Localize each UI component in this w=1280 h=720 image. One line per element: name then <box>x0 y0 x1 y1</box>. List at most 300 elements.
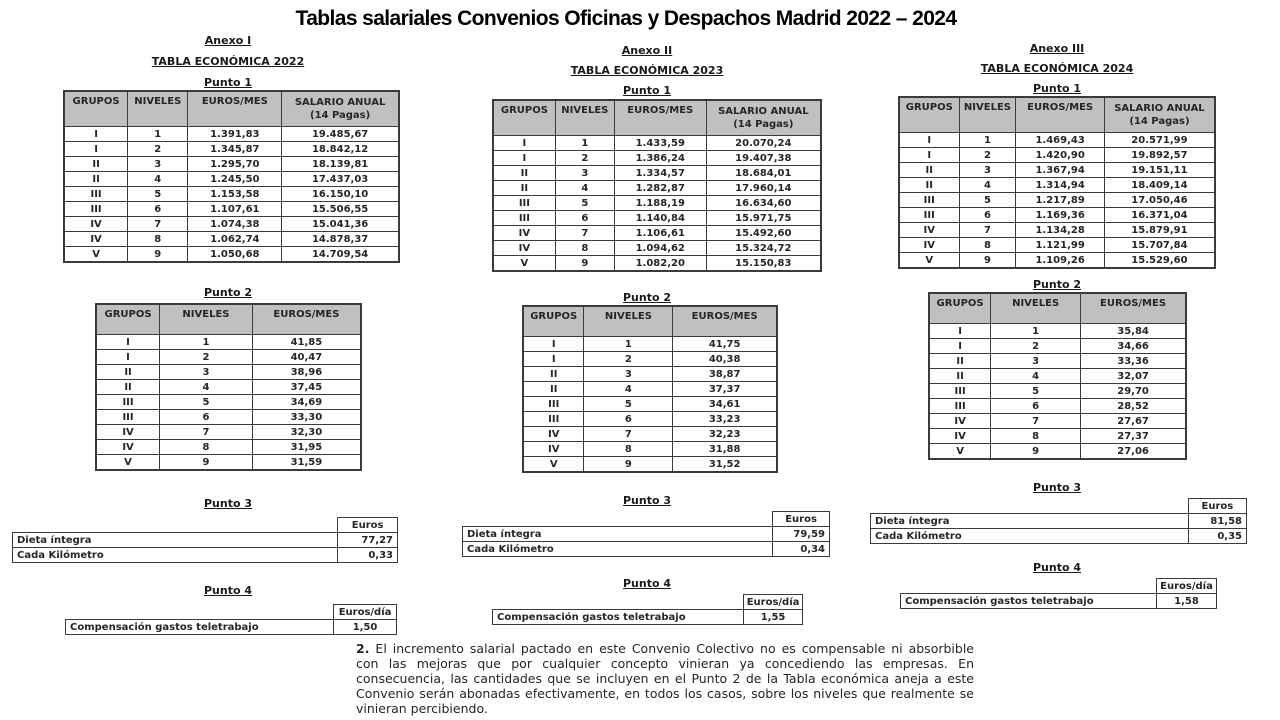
table-row <box>899 223 1215 238</box>
col-header-euros: Euros <box>773 512 830 527</box>
table-row <box>96 350 361 365</box>
table-header-row <box>64 91 399 127</box>
table-cell: 27,67 <box>1081 414 1186 429</box>
table-cell: 41,75 <box>673 337 777 352</box>
table-cell: 16.371,04 <box>1104 208 1215 223</box>
table-cell: 31,88 <box>673 442 777 457</box>
table-cell: 29,70 <box>1081 384 1186 399</box>
table-cell: III <box>523 397 584 412</box>
table-cell: 2 <box>959 148 1016 163</box>
table-cell: 33,36 <box>1081 354 1186 369</box>
table-cell: 32,30 <box>252 425 361 440</box>
table-cell: 15.492,60 <box>706 226 821 241</box>
table-cell: 5 <box>959 193 1016 208</box>
table-row <box>96 410 361 425</box>
anexo-1-punto-2-table <box>95 303 362 471</box>
col-header-euros-mes: EUROS/MES <box>188 91 282 127</box>
table-header-row <box>929 293 1186 324</box>
table-row <box>929 429 1186 444</box>
anexo-1-punto-2-heading: Punto 2 <box>203 286 253 299</box>
table-cell: 1 <box>959 133 1016 148</box>
table-cell: 16.634,60 <box>706 196 821 211</box>
table-cell: IV <box>523 442 584 457</box>
table-cell: 1.050,68 <box>188 247 282 263</box>
anexo-2-section <box>440 0 854 720</box>
col-header-salario-anual: SALARIO ANUAL (14 Pagas) <box>706 100 821 136</box>
table-header-row <box>13 518 398 533</box>
table-body <box>493 610 803 625</box>
col-header-grupos: GRUPOS <box>929 293 991 324</box>
table-cell: I <box>899 148 959 163</box>
table-cell: 1.391,83 <box>188 127 282 142</box>
table-cell: IV <box>929 414 991 429</box>
table-cell: IV <box>899 238 959 253</box>
table-cell: 6 <box>555 211 614 226</box>
anexo-3-punto-1-table <box>898 96 1216 269</box>
table-row <box>899 178 1215 193</box>
table-row <box>523 397 777 412</box>
table-cell: 1.082,20 <box>614 256 706 272</box>
table-row <box>493 151 821 166</box>
anexo-3-punto-4-table <box>900 578 1217 609</box>
table-cell: Compensación gastos teletrabajo <box>493 610 744 625</box>
table-row <box>96 440 361 455</box>
table-cell: 81,58 <box>1188 514 1246 529</box>
table-row <box>929 444 1186 460</box>
table-row <box>871 529 1247 544</box>
table-cell: 79,59 <box>773 527 830 542</box>
table-cell: Compensación gastos teletrabajo <box>901 594 1157 609</box>
table-cell: 1.334,57 <box>614 166 706 181</box>
table-cell: 2 <box>128 142 188 157</box>
table-cell: Compensación gastos teletrabajo <box>66 620 334 635</box>
table-cell: 1.121,99 <box>1016 238 1104 253</box>
table-row <box>64 187 399 202</box>
col-header-salario-anual: SALARIO ANUAL (14 Pagas) <box>282 91 399 127</box>
table-cell: 27,06 <box>1081 444 1186 460</box>
table-cell: I <box>96 350 160 365</box>
table-cell: 1.345,87 <box>188 142 282 157</box>
table-cell: 1.367,94 <box>1016 163 1104 178</box>
table-cell: 15.971,75 <box>706 211 821 226</box>
table-cell: 15.529,60 <box>1104 253 1215 269</box>
table-body <box>899 133 1215 269</box>
tabla-economica-2024-heading: TABLA ECONÓMICA 2024 <box>980 62 1134 75</box>
anexo-3-punto-3-heading: Punto 3 <box>1032 481 1082 494</box>
table-cell: 1.109,26 <box>1016 253 1104 269</box>
anexo-1-punto-4-table <box>65 604 397 635</box>
table-cell: 7 <box>160 425 253 440</box>
table-cell: 31,95 <box>252 440 361 455</box>
table-cell: I <box>493 136 555 151</box>
table-row <box>64 172 399 187</box>
table-row <box>493 211 821 226</box>
table-cell: 19.151,11 <box>1104 163 1215 178</box>
table-row <box>493 196 821 211</box>
table-cell: 20.571,99 <box>1104 133 1215 148</box>
table-cell: 31,52 <box>673 457 777 473</box>
table-row <box>463 527 830 542</box>
table-row <box>493 256 821 272</box>
table-row <box>523 427 777 442</box>
table-row <box>493 610 803 625</box>
table-row <box>64 232 399 247</box>
table-cell: 2 <box>160 350 253 365</box>
table-body <box>493 136 821 272</box>
table-cell: V <box>64 247 128 263</box>
col-header-niveles: NIVELES <box>991 293 1081 324</box>
table-cell: 9 <box>991 444 1081 460</box>
table-cell: I <box>96 335 160 350</box>
table-cell: 4 <box>584 382 673 397</box>
table-cell: 15.707,84 <box>1104 238 1215 253</box>
table-cell: 8 <box>991 429 1081 444</box>
table-row <box>899 193 1215 208</box>
table-cell: 6 <box>991 399 1081 414</box>
table-cell: V <box>523 457 584 473</box>
col-header-grupos: GRUPOS <box>493 100 555 136</box>
table-cell: 1.469,43 <box>1016 133 1104 148</box>
table-row <box>64 157 399 172</box>
table-cell: 3 <box>584 367 673 382</box>
table-cell: Dieta íntegra <box>13 533 338 548</box>
table-cell: 5 <box>160 395 253 410</box>
table-cell: 40,47 <box>252 350 361 365</box>
table-cell: III <box>929 399 991 414</box>
anexo-3-heading: Anexo III <box>1029 42 1085 55</box>
table-cell: 19.485,67 <box>282 127 399 142</box>
table-cell: 34,69 <box>252 395 361 410</box>
table-header-row <box>96 304 361 335</box>
table-cell: 34,61 <box>673 397 777 412</box>
table-cell: 2 <box>584 352 673 367</box>
anexo-2-punto-3-heading: Punto 3 <box>622 494 672 507</box>
table-cell: III <box>899 193 959 208</box>
table-cell: 14.709,54 <box>282 247 399 263</box>
table-cell: I <box>523 337 584 352</box>
table-cell: 38,87 <box>673 367 777 382</box>
table-cell: 19.892,57 <box>1104 148 1215 163</box>
table-cell: 37,45 <box>252 380 361 395</box>
anexo-3-punto-4-heading: Punto 4 <box>1032 561 1082 574</box>
table-cell: 1.433,59 <box>614 136 706 151</box>
table-header-row <box>66 605 397 620</box>
table-cell: IV <box>523 427 584 442</box>
table-cell: 18.409,14 <box>1104 178 1215 193</box>
col-header-grupos: GRUPOS <box>96 304 160 335</box>
table-row <box>493 136 821 151</box>
tabla-economica-2022-heading: TABLA ECONÓMICA 2022 <box>151 55 305 68</box>
table-cell: 1.153,58 <box>188 187 282 202</box>
table-cell: 8 <box>128 232 188 247</box>
table-cell: 16.150,10 <box>282 187 399 202</box>
blank-header-cell <box>901 579 1157 594</box>
table-cell: IV <box>899 223 959 238</box>
table-row <box>493 241 821 256</box>
col-header-euros-mes: EUROS/MES <box>1016 97 1104 133</box>
table-row <box>13 533 398 548</box>
table-cell: 1.140,84 <box>614 211 706 226</box>
table-cell: 4 <box>128 172 188 187</box>
anexo-3-punto-1-heading: Punto 1 <box>1032 82 1082 95</box>
table-cell: II <box>899 163 959 178</box>
table-cell: 17.960,14 <box>706 181 821 196</box>
table-cell: 3 <box>959 163 1016 178</box>
table-header-row <box>523 306 777 337</box>
table-row <box>523 367 777 382</box>
table-body <box>871 514 1247 544</box>
table-body <box>64 127 399 263</box>
table-cell: V <box>899 253 959 269</box>
table-row <box>899 148 1215 163</box>
table-cell: III <box>899 208 959 223</box>
table-row <box>13 548 398 563</box>
table-cell: 33,23 <box>673 412 777 427</box>
anexo-2-heading: Anexo II <box>621 44 673 57</box>
table-row <box>64 217 399 232</box>
table-cell: 9 <box>160 455 253 471</box>
table-row <box>899 163 1215 178</box>
table-cell: 18.139,81 <box>282 157 399 172</box>
table-cell: 15.041,36 <box>282 217 399 232</box>
table-row <box>523 457 777 473</box>
table-cell: IV <box>929 429 991 444</box>
table-cell: IV <box>493 226 555 241</box>
table-row <box>64 202 399 217</box>
table-header-row <box>463 512 830 527</box>
col-header-niveles: NIVELES <box>555 100 614 136</box>
table-cell: 1.134,28 <box>1016 223 1104 238</box>
table-cell: II <box>899 178 959 193</box>
table-cell: 31,59 <box>252 455 361 471</box>
table-cell: Dieta íntegra <box>463 527 773 542</box>
blank-header-cell <box>871 499 1189 514</box>
table-row <box>96 455 361 471</box>
col-header-euros-mes: EUROS/MES <box>1081 293 1186 324</box>
table-cell: I <box>899 133 959 148</box>
table-cell: 0,33 <box>338 548 398 563</box>
table-cell: 3 <box>991 354 1081 369</box>
table-cell: 2 <box>555 151 614 166</box>
table-cell: 3 <box>160 365 253 380</box>
table-cell: 1 <box>555 136 614 151</box>
blank-header-cell <box>13 518 338 533</box>
table-cell: 17.050,46 <box>1104 193 1215 208</box>
table-cell: 1.217,89 <box>1016 193 1104 208</box>
table-row <box>96 335 361 350</box>
table-cell: 4 <box>555 181 614 196</box>
table-row <box>901 594 1217 609</box>
table-cell: III <box>929 384 991 399</box>
col-header-euros-dia: Euros/día <box>744 595 803 610</box>
anexo-1-punto-1-heading: Punto 1 <box>203 76 253 89</box>
table-cell: 5 <box>584 397 673 412</box>
table-cell: 1.169,36 <box>1016 208 1104 223</box>
table-cell: III <box>493 196 555 211</box>
table-cell: 18.842,12 <box>282 142 399 157</box>
table-cell: 7 <box>959 223 1016 238</box>
table-cell: 9 <box>128 247 188 263</box>
table-cell: 4 <box>959 178 1016 193</box>
table-cell: 1.188,19 <box>614 196 706 211</box>
col-header-niveles: NIVELES <box>584 306 673 337</box>
table-row <box>899 208 1215 223</box>
table-cell: II <box>64 172 128 187</box>
table-cell: 1 <box>991 324 1081 339</box>
table-row <box>929 354 1186 369</box>
table-row <box>64 247 399 263</box>
table-cell: II <box>493 166 555 181</box>
table-cell: IV <box>64 232 128 247</box>
table-row <box>929 339 1186 354</box>
table-header-row <box>493 100 821 136</box>
table-cell: 6 <box>128 202 188 217</box>
table-cell: 8 <box>584 442 673 457</box>
table-cell: 18.684,01 <box>706 166 821 181</box>
table-cell: IV <box>96 425 160 440</box>
table-cell: I <box>929 339 991 354</box>
table-row <box>493 226 821 241</box>
table-cell: 4 <box>160 380 253 395</box>
anexo-1-punto-3-table <box>12 517 398 563</box>
table-cell: 9 <box>959 253 1016 269</box>
table-cell: 15.506,55 <box>282 202 399 217</box>
table-cell: II <box>64 157 128 172</box>
col-header-euros-mes: EUROS/MES <box>252 304 361 335</box>
table-cell: 8 <box>959 238 1016 253</box>
table-cell: 2 <box>991 339 1081 354</box>
table-cell: 3 <box>128 157 188 172</box>
table-cell: 7 <box>128 217 188 232</box>
table-cell: 1 <box>584 337 673 352</box>
table-cell: 5 <box>991 384 1081 399</box>
col-header-salario-anual: SALARIO ANUAL (14 Pagas) <box>1104 97 1215 133</box>
anexo-1-punto-3-heading: Punto 3 <box>203 497 253 510</box>
table-cell: 4 <box>991 369 1081 384</box>
table-cell: 1.245,50 <box>188 172 282 187</box>
anexo-3-section <box>860 0 1254 720</box>
table-cell: I <box>493 151 555 166</box>
table-cell: III <box>64 187 128 202</box>
table-cell: Dieta íntegra <box>871 514 1189 529</box>
table-row <box>96 425 361 440</box>
anexo-2-punto-2-heading: Punto 2 <box>622 291 672 304</box>
table-cell: V <box>929 444 991 460</box>
table-cell: 1 <box>160 335 253 350</box>
table-row <box>929 369 1186 384</box>
table-cell: Cada Kilómetro <box>463 542 773 557</box>
table-row <box>493 181 821 196</box>
table-cell: V <box>493 256 555 272</box>
footnote-paragraph <box>356 641 974 716</box>
table-cell: I <box>64 127 128 142</box>
table-cell: I <box>929 324 991 339</box>
table-cell: 6 <box>584 412 673 427</box>
table-cell: II <box>523 367 584 382</box>
col-header-grupos: GRUPOS <box>899 97 959 133</box>
table-cell: 7 <box>555 226 614 241</box>
footnote-number: 2. <box>356 641 370 656</box>
table-row <box>96 380 361 395</box>
table-cell: III <box>64 202 128 217</box>
anexo-2-punto-3-table <box>462 511 830 557</box>
table-cell: 15.150,83 <box>706 256 821 272</box>
table-cell: 1 <box>128 127 188 142</box>
page-title: Tablas salariales Convenios Oficinas y Despachos Madrid 2022 – 2024 <box>295 7 957 30</box>
table-row <box>523 352 777 367</box>
table-cell: 20.070,24 <box>706 136 821 151</box>
anexo-2-punto-2-table <box>522 305 778 473</box>
table-cell: 35,84 <box>1081 324 1186 339</box>
table-cell: 8 <box>555 241 614 256</box>
anexo-2-punto-4-table <box>492 594 803 625</box>
table-cell: 1.295,70 <box>188 157 282 172</box>
table-body <box>463 527 830 557</box>
table-cell: 17.437,03 <box>282 172 399 187</box>
anexo-3-punto-2-table <box>928 292 1187 460</box>
table-cell: Cada Kilómetro <box>871 529 1189 544</box>
table-cell: 33,30 <box>252 410 361 425</box>
anexo-1-punto-4-heading: Punto 4 <box>203 584 253 597</box>
table-row <box>96 395 361 410</box>
table-row <box>929 399 1186 414</box>
table-cell: 1.314,94 <box>1016 178 1104 193</box>
col-header-euros: Euros <box>338 518 398 533</box>
table-row <box>66 620 397 635</box>
table-cell: 6 <box>160 410 253 425</box>
anexo-3-punto-3-table <box>870 498 1247 544</box>
table-row <box>899 133 1215 148</box>
table-cell: II <box>929 369 991 384</box>
col-header-grupos: GRUPOS <box>523 306 584 337</box>
table-cell: 1.107,61 <box>188 202 282 217</box>
table-cell: IV <box>96 440 160 455</box>
table-header-row <box>899 97 1215 133</box>
col-header-euros-dia: Euros/día <box>1156 579 1216 594</box>
table-cell: 37,37 <box>673 382 777 397</box>
col-header-euros-dia: Euros/día <box>334 605 397 620</box>
col-header-niveles: NIVELES <box>128 91 188 127</box>
table-cell: V <box>96 455 160 471</box>
anexo-2-punto-1-table <box>492 99 822 272</box>
table-row <box>64 142 399 157</box>
table-body <box>523 337 777 473</box>
table-cell: 27,37 <box>1081 429 1186 444</box>
table-cell: 15.879,91 <box>1104 223 1215 238</box>
table-cell: II <box>523 382 584 397</box>
table-row <box>523 412 777 427</box>
table-cell: 1.062,74 <box>188 232 282 247</box>
blank-header-cell <box>493 595 744 610</box>
table-cell: 1.074,38 <box>188 217 282 232</box>
table-cell: IV <box>64 217 128 232</box>
anexo-2-punto-4-heading: Punto 4 <box>622 577 672 590</box>
table-cell: II <box>96 365 160 380</box>
footnote-text: El incremento salarial pactado en este Convenio Colectivo no es compensable ni absorbible con las mejoras que por cualquier concepto vinieran ya concediendo las empresas. En consecuencia, las cantidades que se incluyen en el Punto 2 de la Tabla económica aneja a este Convenio serán abonadas efectivamente, en todos los casos, sobre los niveles que realmente se vinieran percibiendo. <box>356 641 974 716</box>
table-cell: 1,58 <box>1156 594 1216 609</box>
col-header-euros: Euros <box>1188 499 1246 514</box>
col-header-niveles: NIVELES <box>959 97 1016 133</box>
table-cell: 1.094,62 <box>614 241 706 256</box>
table-cell: I <box>523 352 584 367</box>
table-cell: 1.282,87 <box>614 181 706 196</box>
table-body <box>901 594 1217 609</box>
col-header-euros-mes: EUROS/MES <box>673 306 777 337</box>
table-cell: 41,85 <box>252 335 361 350</box>
anexo-1-heading: Anexo I <box>204 34 252 47</box>
col-header-euros-mes: EUROS/MES <box>614 100 706 136</box>
table-row <box>523 337 777 352</box>
